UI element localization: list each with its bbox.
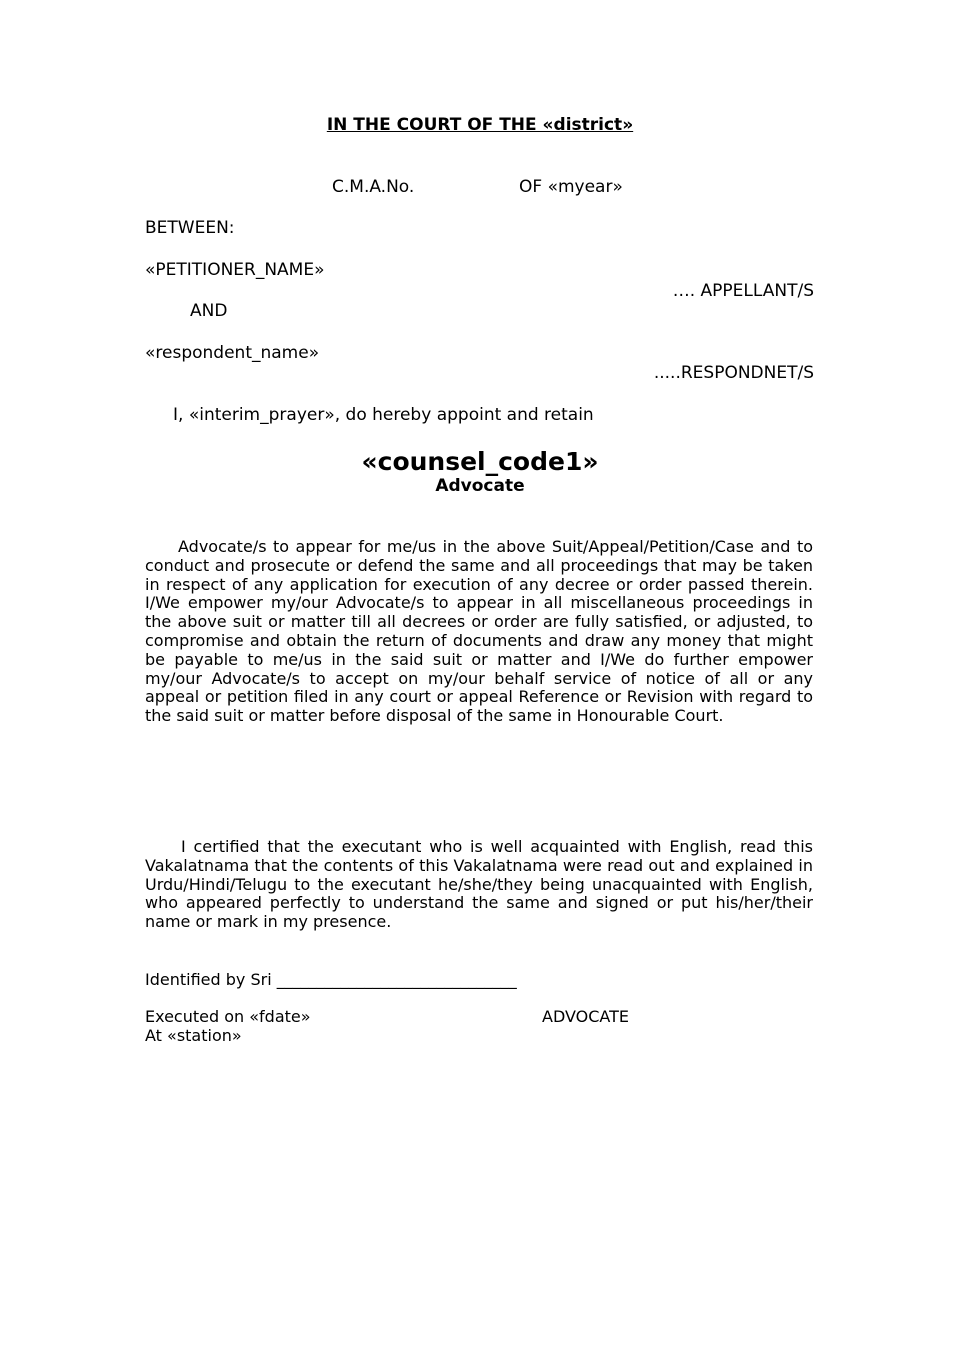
between-label: BETWEEN: [145,218,235,238]
court-title: IN THE COURT OF THE «district» [326,115,634,135]
counsel-role: Advocate [435,476,525,496]
station: At «station» [145,1026,242,1045]
case-year: OF «myear» [519,177,623,197]
and-label: AND [190,301,228,321]
petitioner-name: «PETITIONER_NAME» [145,260,325,280]
appellant-label: …. APPELLANT/S [672,281,814,301]
cma-number-label: C.M.A.No. [332,177,415,197]
counsel-name: «counsel_code1» [361,447,599,476]
appointment-statement: I, «interim_prayer», do hereby appoint and retain [173,405,594,425]
advocate-signature-label: ADVOCATE [542,1007,629,1026]
authority-paragraph: Advocate/s to appear for me/us in the above Suit/Appeal/Petition/Case and to conduct and prosecute or defend the same and all proceedings that may be taken in respect of any application for execution of any decree or order passed therein. I/We empower my/our Advocate/s to appear in all miscellaneous proceedings in the above suit or matter till all decrees or order are fully satisfied, or adjusted, to compromise and obtain the return of documents and draw any money that might be payable to me/us in the said suit or matter and I/We do further empower my/our Advocate/s to accept on my/our behalf service of notice of all or any appeal or petition filed in any court or appeal Reference or Revision with regard to the said suit or matter before disposal of the same in Honourable Court. [145,537,813,726]
executed-on: Executed on «fdate» [145,1007,311,1026]
identified-by-line: Identified by Sri ______________________________ [145,970,517,989]
respondent-name: «respondent_name» [145,343,320,363]
respondent-label: .....RESPONDNET/S [653,363,814,383]
certification-paragraph: I certified that the executant who is well acquainted with English, read this Vakalatnama that the contents of this Vakalatnama were read out and explained in Urdu/Hindi/Telugu to the executant he/she/they being unacquainted with English, who appeared perfectly to understand the same and signed or put his/her/their name or mark in my presence. [145,837,813,932]
